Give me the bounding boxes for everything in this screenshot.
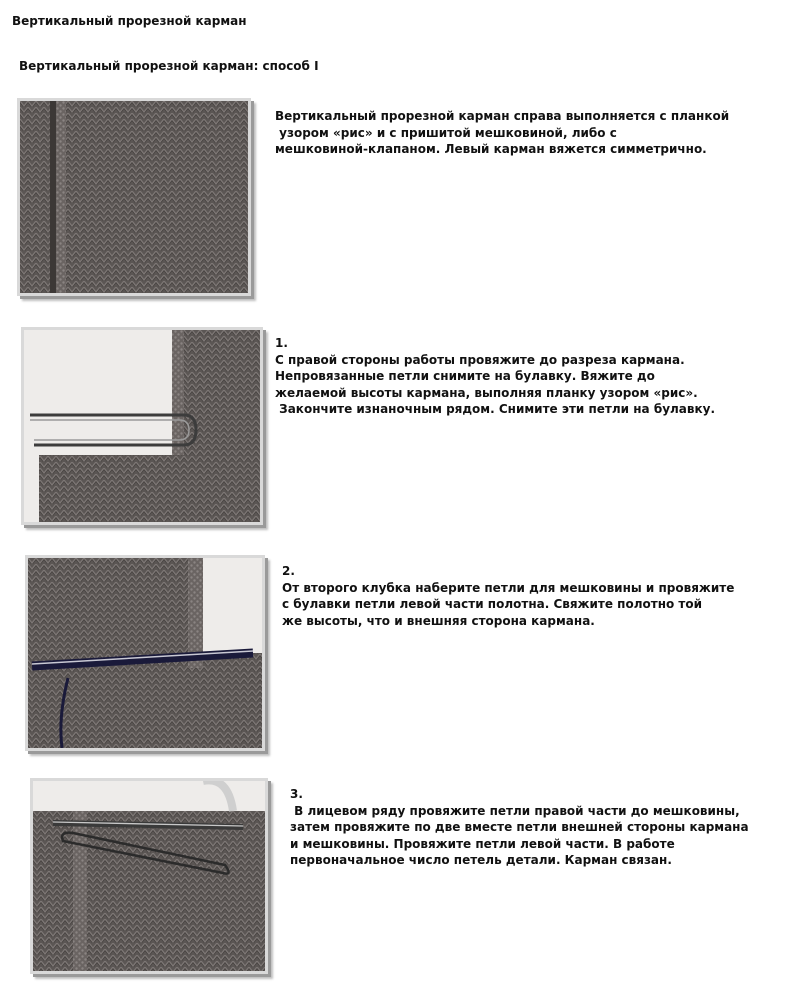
- step-3-text: [290, 786, 749, 869]
- knit-photo-step-3: [30, 778, 268, 974]
- intro-text: [275, 108, 729, 158]
- step-2-text: [282, 563, 734, 629]
- intro-line: узором «рис» и с пришитой мешковиной, либо с: [275, 125, 617, 140]
- step-line: В лицевом ряду провяжите петли правой части до мешковины,: [290, 803, 740, 818]
- intro-line: Вертикальный прорезной карман справа выполняется с планкой: [275, 109, 730, 123]
- intro-line: мешковиной-клапаном. Левый карман вяжется симметрично.: [275, 142, 707, 156]
- knit-photo-step-1: [21, 327, 263, 525]
- step-line: же высоты, что и внешняя сторона кармана.: [282, 613, 595, 628]
- knit-photo-intro: [17, 98, 251, 296]
- step-line: желаемой высоты кармана, выполняя планку узором «рис».: [275, 385, 698, 400]
- step-line: От второго клубка наберите петли для мешковины и провяжите: [282, 580, 735, 595]
- step-line: С правой стороны работы провяжите до разреза кармана.: [275, 352, 685, 367]
- step-line: Закончите изнаночным рядом. Снимите эти петли на булавку.: [275, 402, 716, 416]
- step-number: 2.: [282, 564, 295, 578]
- step-line: первоначальное число петель детали. Карман связан.: [290, 853, 672, 867]
- page-title: Вертикальный прорезной карман: [12, 14, 247, 28]
- knit-photo-step-2: [25, 555, 265, 751]
- step-number: 3.: [290, 787, 303, 801]
- step-line: и мешковины. Провяжите петли левой части. В работе: [290, 836, 675, 851]
- step-line: затем провяжите по две вместе петли внешней стороны кармана: [290, 820, 749, 834]
- step-line: с булавки петли левой части полотна. Свяжите полотно той: [282, 597, 703, 611]
- step-line: Непровязанные петли снимите на булавку. Вяжите до: [275, 369, 655, 383]
- section-subtitle: Вертикальный прорезной карман: способ I: [19, 59, 319, 73]
- step-number: 1.: [275, 336, 288, 350]
- step-1-text: [275, 335, 715, 418]
